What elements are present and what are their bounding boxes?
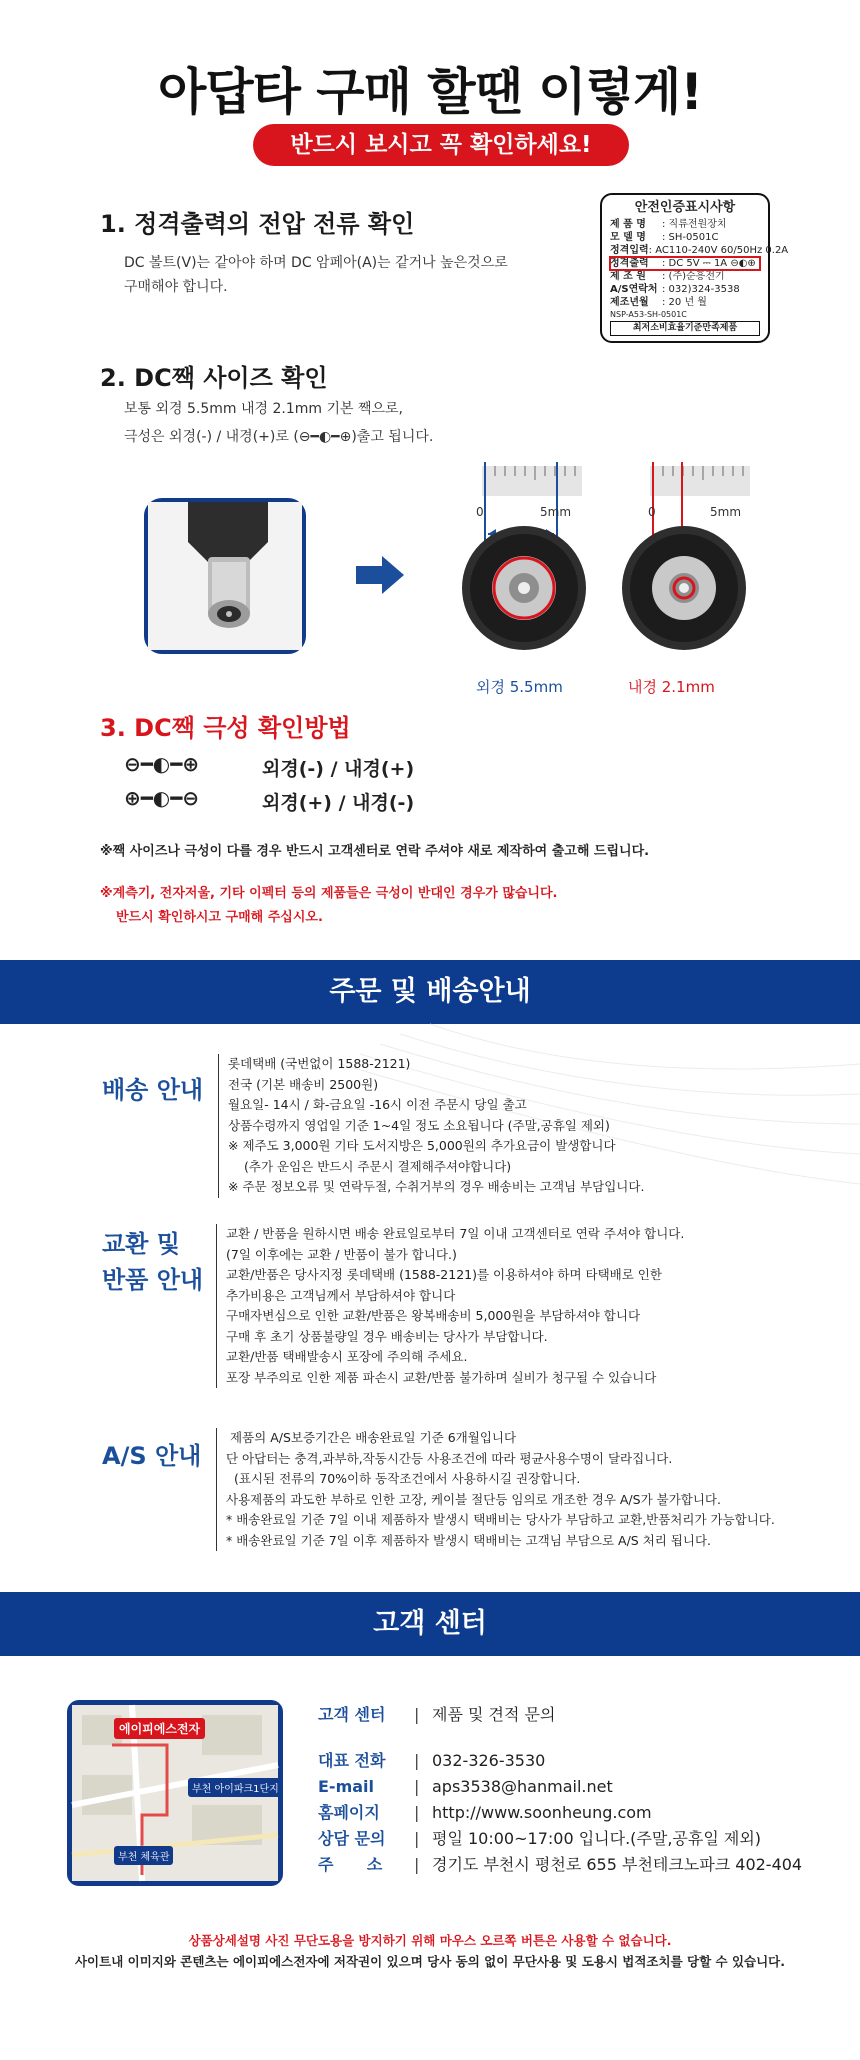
polarity-text-2: 외경(+) / 내경(-) — [262, 792, 415, 814]
map-pin-company: 에이피에스전자 — [114, 1718, 205, 1739]
arrow-right-icon — [356, 556, 404, 594]
section3-heading: 3. DC짹 극성 확인방법 — [100, 714, 351, 742]
as-line: (표시된 전류의 70%이하 동작조건에서 사용하시길 권장합니다. — [234, 1471, 581, 1486]
map-label-gym: 부천 체육관 — [114, 1846, 173, 1865]
email-link[interactable]: aps3538@hanmail.net — [432, 1777, 613, 1796]
exchange-line: 추가비용은 고객님께서 부담하셔야 합니다 — [226, 1287, 456, 1303]
footer-notice-1: 상품상세설명 사진 무단도용을 방지하기 위해 마우스 오르쪽 버튼은 사용할 수 없습니다. — [188, 1933, 672, 1948]
shipping-line: 롯데택배 (국번없이 1588-2121) — [228, 1056, 411, 1071]
shipping-line: 전국 (기본 배송비 2500원) — [228, 1076, 379, 1092]
section2-line2: 극성은 외경(-) / 내경(+)로 (⊖━◐━⊕)출고 됩니다. — [124, 429, 434, 445]
order-shipping-banner: 주문 및 배송안내 — [0, 960, 860, 1024]
contact-list — [318, 1702, 802, 1878]
dc-plug-icon — [148, 502, 302, 650]
outer-caption: 외경 5.5mm — [476, 678, 563, 696]
exchange-line: 교환 / 반품을 원하시면 배송 완료일로부터 7일 이내 고객센터로 연락 주셔야 합니다. — [226, 1226, 685, 1241]
polarity-symbol-1: ⊖━◐━⊕ — [124, 752, 200, 776]
as-line: 단 아답터는 충격,과부하,작동시간등 사용조건에 따라 평균사용수명이 달라집니다. — [226, 1450, 673, 1466]
jack-outer-icon — [462, 526, 586, 650]
ruler-outer-zero: 0 — [476, 505, 484, 519]
exchange-line: 구매자변심으로 인한 교환/반품은 왕복배송비 5,000원을 부담하셔야 합니다 — [226, 1308, 641, 1323]
exchange-line: 교환/반품 택배발송시 포장에 주의해 주세요. — [226, 1349, 468, 1364]
safety-label-title: 안전인증표시사항 — [634, 200, 736, 215]
contact-row-hours: 상담 문의 | 평일 10:00~17:00 입니다.(주말,공휴일 제외) — [318, 1829, 762, 1848]
ruler-outer-five: 5mm — [540, 505, 572, 519]
note-polarity-check: 반드시 확인하시고 구매해 주십시오. — [116, 910, 323, 925]
as-body — [216, 1428, 848, 1551]
safety-label-code: NSP-A53-SH-0501C — [610, 310, 687, 319]
safety-label-row: 제 조 원 : (주)순흥전기 — [610, 271, 725, 282]
section1-line2: 구매해야 합니다. — [124, 279, 228, 295]
safety-label-row-output: 정격출력 : DC 5V ⎓ 1A ⊖◐⊕ — [610, 257, 760, 270]
jack-inner-icon — [622, 526, 746, 650]
contact-row-phone: 대표 전화 | 032-326-3530 — [318, 1751, 546, 1770]
shipping-line: 상품수령까지 영업일 기준 1~4일 정도 소요됩니다 (주말,공휴일 제외) — [228, 1117, 610, 1133]
exchange-line: 교환/반품은 당사지정 롯데택배 (1588-2121)를 이용하셔야 하며 타택배로 인한 — [226, 1267, 662, 1282]
notice-pill: 반드시 보시고 꼭 확인하세요! — [253, 124, 629, 166]
shipping-line: ※ 주문 정보오류 및 연락두절, 수취거부의 경우 배송비는 고객님 부담입니다. — [228, 1179, 645, 1194]
safety-label-row: 제 품 명 : 직류전원장치 — [610, 219, 727, 230]
page-title: 아답타 구매 할땐 이렇게! — [157, 63, 703, 121]
inner-caption: 내경 2.1mm — [628, 678, 715, 696]
ruler-inner-zero: 0 — [648, 505, 656, 519]
shipping-title: 배송 안내 — [102, 1076, 204, 1104]
exchange-title-1: 교환 및 — [102, 1230, 180, 1258]
customer-center-banner: 고객 센터 — [0, 1592, 860, 1656]
note-polarity-warning: ※계측기, 전자저울, 기타 이펙터 등의 제품들은 극성이 반대인 경우가 많습니다. — [100, 886, 558, 901]
shipping-body — [218, 1054, 838, 1198]
exchange-title-2: 반품 안내 — [102, 1266, 204, 1294]
section2-line1: 보통 외경 5.5mm 내경 2.1mm 기본 짹으로, — [124, 401, 403, 417]
contact-row-address: 주 소 | 경기도 부천시 평천로 655 부천테크노파크 402-404 — [318, 1855, 803, 1874]
exchange-body — [216, 1224, 836, 1388]
as-line: 사용제품의 과도한 부하로 인한 고장, 케이블 절단등 임의로 개조한 경우 A/S가 불가합니다. — [226, 1491, 721, 1507]
contact-row-center: 고객 센터 | 제품 및 견적 문의 — [318, 1705, 556, 1724]
contact-row-email: E-mail | aps3538@hanmail.net — [318, 1774, 802, 1800]
jack-size-diagram — [460, 462, 780, 682]
shipping-line: ※ 제주도 3,000원 기타 도서지방은 5,000원의 추가요금이 발생합니다 — [228, 1138, 616, 1153]
as-title: A/S 안내 — [102, 1442, 202, 1470]
section1-heading: 1. 정격출력의 전압 전류 확인 — [100, 210, 415, 238]
ruler-inner-five: 5mm — [710, 505, 742, 519]
exchange-line: 포장 부주의로 인한 제품 파손시 교환/반품 불가하며 실비가 청구될 수 있습니다 — [226, 1369, 657, 1385]
exchange-line: (7일 이후에는 교환 / 반품이 불가 합니다.) — [226, 1246, 457, 1262]
as-line: * 배송완료일 기준 7일 이내 제품하자 발생시 택배비는 당사가 부담하고 교환,반품처리가 가능합니다. — [226, 1512, 775, 1527]
footer-notice-2: 사이트내 이미지와 콘텐츠는 에이피에스전자에 저작권이 있으며 당사 동의 없이 무단사용 및 도용시 법적조치를 당할 수 있습니다. — [74, 1954, 785, 1969]
polarity-symbol-2: ⊕━◐━⊖ — [124, 786, 200, 810]
polarity-text-1: 외경(-) / 내경(+) — [262, 758, 415, 780]
safety-label-row: 제조년월 : 20 년 월 — [610, 297, 707, 308]
safety-label — [600, 193, 789, 343]
as-line: * 배송완료일 기준 7일 이후 제품하자 발생시 택배비는 고객님 부담으로 A/S 처리 됩니다. — [226, 1532, 712, 1548]
contact-row-homepage: 홈페이지 | http://www.soonheung.com — [318, 1800, 802, 1826]
exchange-line: 구매 후 초기 상품불량일 경우 배송비는 당사가 부담합니다. — [226, 1328, 548, 1344]
safety-label-footer: 최저소비효율기준만족제품 — [610, 321, 760, 336]
as-line: 제품의 A/S보증기간은 배송완료일 기준 6개월입니다 — [230, 1430, 517, 1445]
section2-heading: 2. DC짹 사이즈 확인 — [100, 364, 328, 392]
map-label-apt: 부천 아이파크1단지 — [188, 1778, 283, 1797]
homepage-link[interactable]: http://www.soonheung.com — [432, 1803, 652, 1822]
safety-label-row: 모 델 명 : SH-0501C — [610, 232, 719, 243]
shipping-line: 월요일- 14시 / 화-금요일 -16시 이전 주문시 당일 출고 — [228, 1097, 527, 1112]
note-custom-order: ※짹 사이즈나 극성이 다를 경우 반드시 고객센터로 연락 주셔야 새로 제작하여 출고해 드립니다. — [100, 844, 650, 859]
safety-label-row: A/S연락처 : 032)324-3538 — [610, 284, 740, 295]
dc-plug-photo — [144, 498, 306, 654]
shipping-line: (추가 운임은 반드시 주문시 결제해주셔야합니다) — [244, 1158, 512, 1174]
safety-label-row: 정격입력 : AC110-240V 60/50Hz 0.2A — [610, 245, 789, 256]
section1-line1: DC 볼트(V)는 같아야 하며 DC 암페아(A)는 같거나 높은것으로 — [124, 255, 508, 271]
